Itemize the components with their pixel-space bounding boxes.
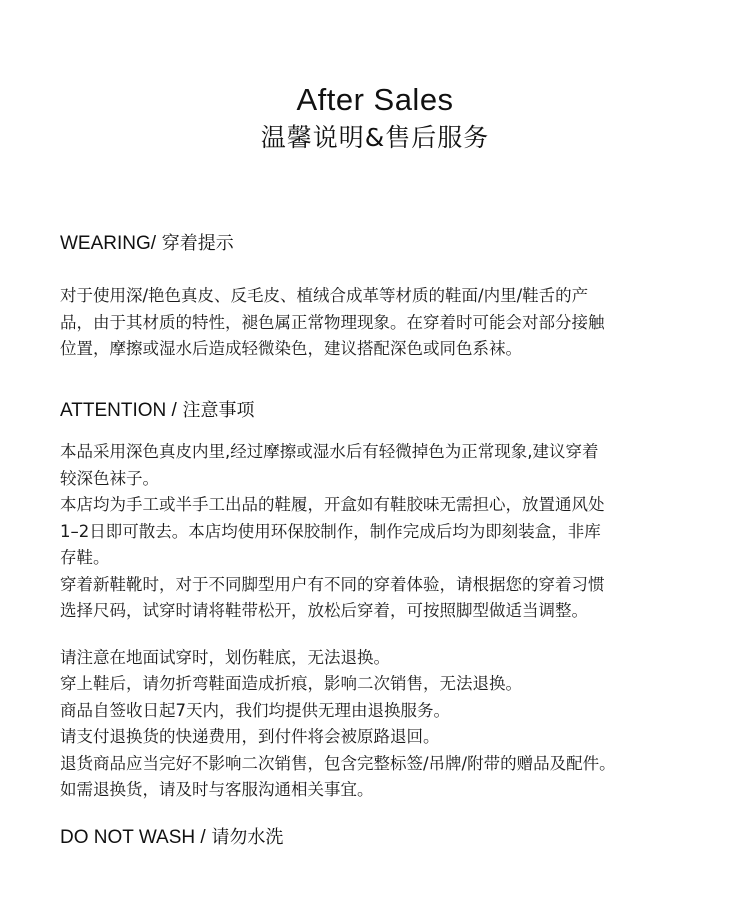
paragraph-line: 穿上鞋后，请勿折弯鞋面造成折痕，影响二次销售，无法退换。 bbox=[60, 674, 522, 693]
section-heading-en: ATTENTION / bbox=[60, 400, 177, 421]
paragraph-line: 请支付退换货的快递费用，到付件将会被原路退回。 bbox=[60, 727, 440, 746]
section-heading-cn: 注意事项 bbox=[176, 400, 255, 421]
paragraph-line: 请注意在地面试穿时，划伤鞋底，无法退换。 bbox=[60, 647, 390, 667]
paragraph-line: 本品采用深色真皮内里,经过摩擦或湿水后有轻微掉色为正常现象,建议穿着 bbox=[60, 442, 599, 461]
paragraph-line: 选择尺码，试穿时请将鞋带松开，放松后穿着，可按照脚型做适当调整。 bbox=[60, 601, 588, 620]
paragraph-line: 品，由于其材质的特性，褪色属正常物理现象。在穿着时可能会对部分接触 bbox=[60, 312, 605, 332]
section-heading-cn: 请勿水洗 bbox=[205, 827, 284, 848]
paragraph-line: 对于使用深/艳色真皮、反毛皮、植绒合成革等材质的鞋面/内里/鞋舌的产 bbox=[60, 286, 589, 305]
wearing-paragraph bbox=[60, 283, 725, 363]
paragraph-line: 位置，摩擦或湿水后造成轻微染色，建议搭配深色或同色系袜。 bbox=[60, 339, 522, 358]
paragraph-line: 商品自签收日起7天内，我们均提供无理由退换服务。 bbox=[60, 700, 450, 720]
section-heading-en: DO NOT WASH / bbox=[60, 827, 206, 848]
paragraph-line: 较深色袜子。 bbox=[60, 468, 159, 488]
attention-paragraph bbox=[60, 439, 725, 804]
paragraph-line: 存鞋。 bbox=[60, 548, 110, 567]
section-heading-do-not-wash bbox=[60, 826, 283, 850]
paragraph-line: 穿着新鞋靴时，对于不同脚型用户有不同的穿着体验，请根据您的穿着习惯 bbox=[60, 574, 605, 594]
section-heading-cn: 穿着提示 bbox=[156, 233, 234, 254]
paragraph-line: 本店均为手工或半手工出品的鞋履，开盒如有鞋胶味无需担心，放置通风处 bbox=[60, 495, 605, 514]
paragraph-gap bbox=[60, 625, 725, 645]
paragraph-line: 如需退换货，请及时与客服沟通相关事宜。 bbox=[60, 780, 374, 799]
section-heading-wearing bbox=[60, 232, 234, 256]
paragraph-line: 退货商品应当完好不影响二次销售，包含完整标签/吊牌/附带的赠品及配件。 bbox=[60, 753, 616, 773]
paragraph-line: 1–2日即可散去。本店均使用环保胶制作，制作完成后均为即刻装盒，非库 bbox=[60, 521, 601, 541]
section-heading-en: WEARING/ bbox=[60, 233, 157, 254]
section-heading-attention bbox=[60, 399, 255, 423]
page-title-en: After Sales bbox=[296, 82, 454, 117]
page-title-cn: 温馨说明&售后服务 bbox=[260, 123, 490, 152]
